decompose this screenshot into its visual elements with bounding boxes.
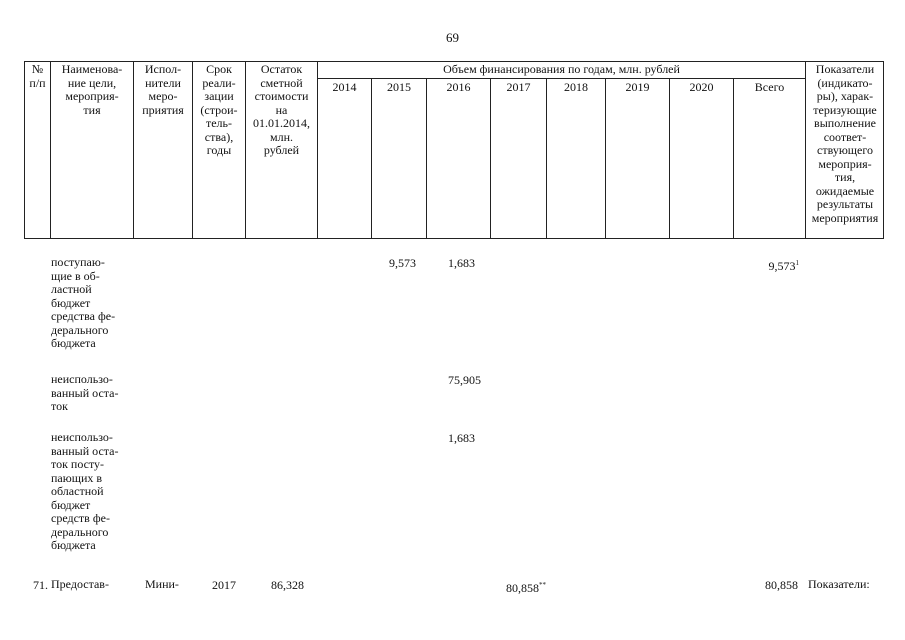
header-col-term: Срок реали- зации (строи- тель- ства), годы (200, 62, 238, 157)
header-funding-title: Объем финансирования по годам, млн. рублей (443, 62, 680, 76)
row-value-2016: 1,683 (448, 431, 475, 445)
header-year-2014: 2014 (332, 80, 357, 94)
row-value-total: 80,858 (765, 578, 798, 592)
row-indicators: Показатели: (808, 577, 870, 591)
row-remaining-cost: 86,328 (271, 578, 304, 592)
col-border (490, 78, 491, 239)
header-total: Всего (754, 80, 785, 94)
header-col-remaining-cost: Остаток сметной стоимости на 01.01.2014, млн. рублей (253, 62, 310, 157)
row-value-2017-number: 80,858 (506, 581, 539, 595)
row-number: 71. (33, 578, 48, 592)
header-col-number: № п/п (29, 62, 46, 90)
row-name: неиспользо- ванный оста- ток (51, 372, 119, 413)
footnote-mark: ** (539, 581, 546, 589)
header-year-2019: 2019 (625, 80, 650, 94)
row-value-total (734, 256, 799, 273)
col-border (546, 78, 547, 239)
col-border (371, 78, 372, 239)
header-year-2016: 2016 (446, 80, 471, 94)
footnote-mark: 1 (795, 259, 799, 267)
header-col-name: Наименова- ние цели, мероприя- тия (61, 62, 123, 117)
row-value-2016: 1,683 (448, 256, 475, 270)
row-name: Предостав- (51, 577, 109, 591)
header-year-2015: 2015 (387, 80, 411, 94)
row-name: неиспользо- ванный оста- ток посту- пающих в областной бюджет средств фе- дерального бюджета (51, 430, 119, 552)
row-value-total-number: 9,573 (768, 259, 796, 273)
row-value-2015: 9,573 (389, 256, 416, 270)
row-value-2017 (470, 578, 546, 595)
header-col-indicators: Показатели (индикато- ры), харак- теризующие выполнение соответ- ствующего мероприя- тия, ожидаемые результаты мероприятия (811, 62, 879, 225)
col-border (669, 78, 670, 239)
page-number: 69 (446, 30, 459, 45)
row-value-2016: 75,905 (448, 373, 481, 387)
col-border (605, 78, 606, 239)
header-bottom-border (24, 238, 884, 239)
header-year-2020: 2020 (689, 80, 714, 94)
row-name: поступаю- щие в об- ластной бюджет средства фе- дерального бюджета (51, 255, 116, 350)
row-executor: Мини- (145, 577, 179, 591)
header-year-2017: 2017 (506, 80, 531, 94)
row-term: 2017 (212, 578, 236, 592)
col-border (733, 78, 734, 239)
header-year-2018: 2018 (564, 80, 588, 94)
header-col-executors: Испол- нители меро- приятия (142, 62, 184, 117)
col-border (426, 78, 427, 239)
